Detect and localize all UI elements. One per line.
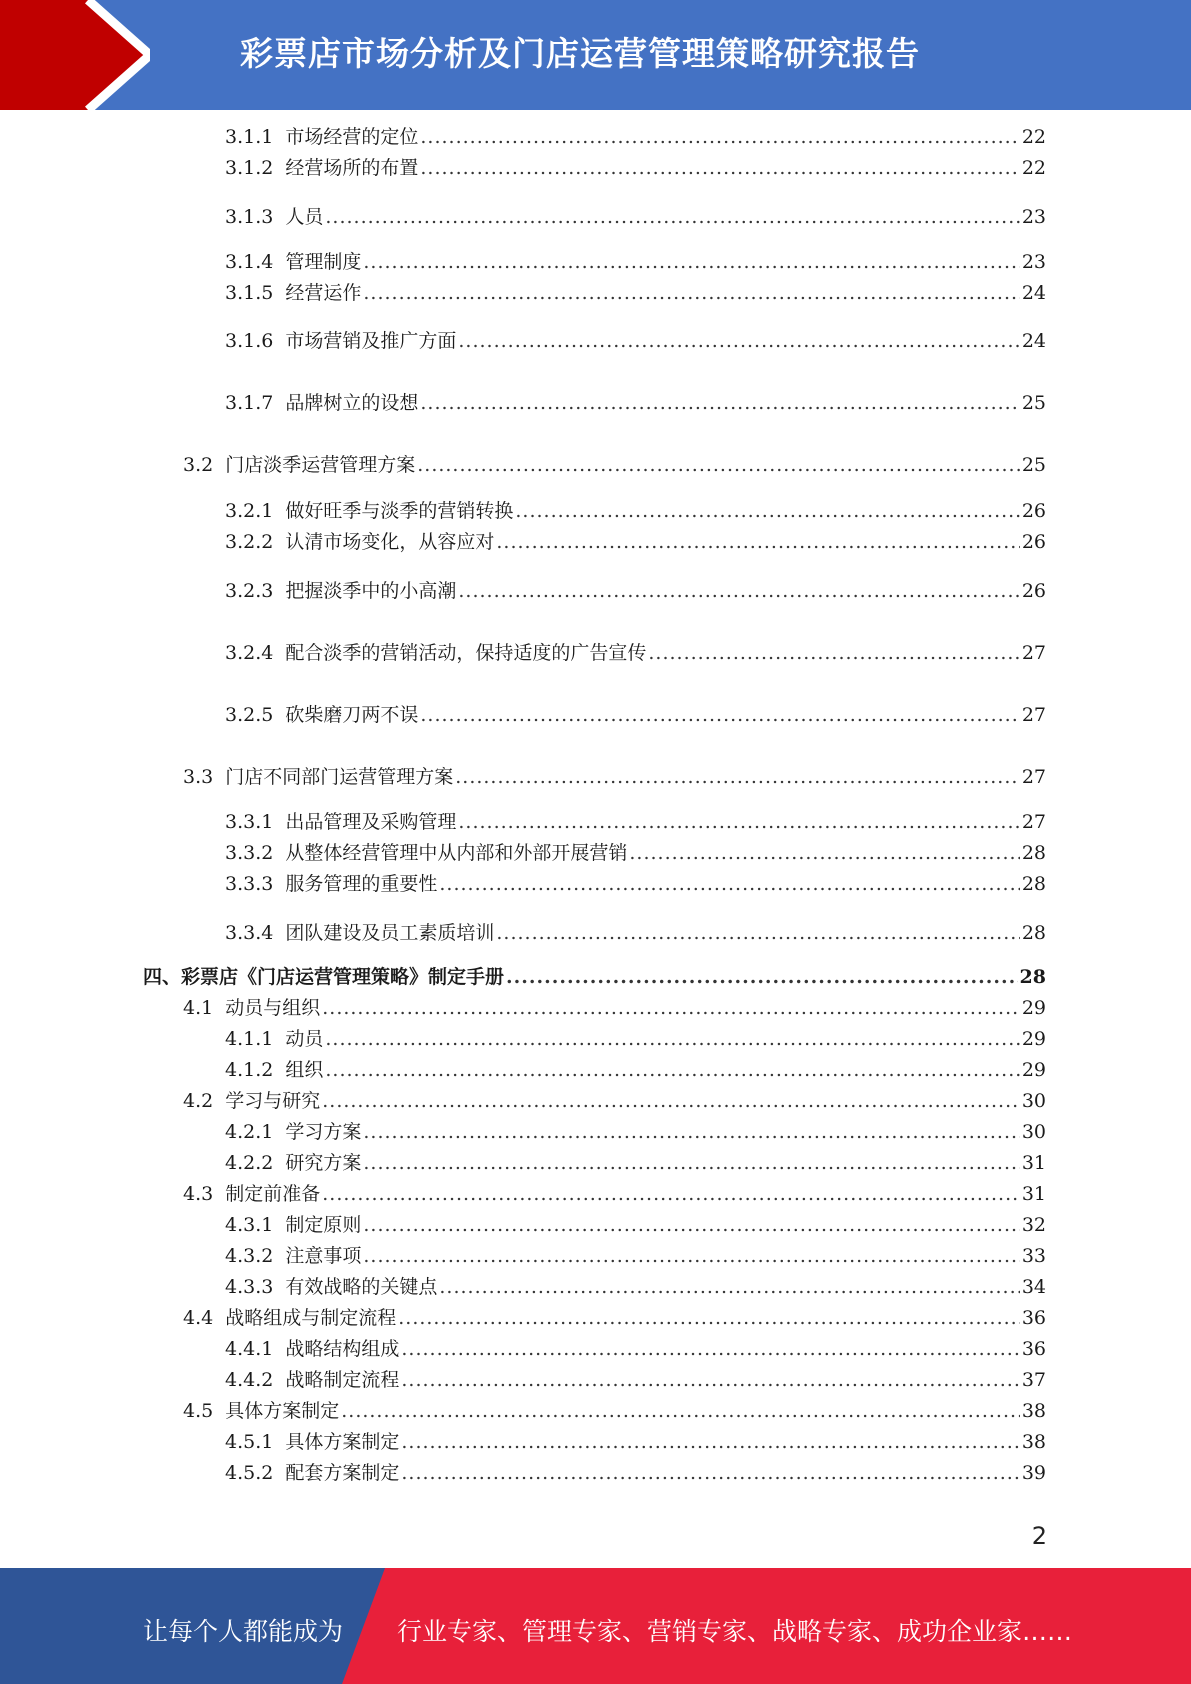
- toc-dot-leader: [322, 996, 1020, 1020]
- toc-dot-leader: [363, 250, 1019, 274]
- toc-entry-page: 22: [1021, 157, 1046, 179]
- toc-entry-title: 注意事项: [285, 1245, 362, 1267]
- toc-entry-number: 4.2: [183, 1090, 214, 1112]
- toc-entry[interactable]: [225, 1461, 1046, 1485]
- toc-entry-page: 29: [1021, 1028, 1046, 1050]
- toc-entry[interactable]: [225, 921, 1046, 945]
- toc-entry-page: 31: [1021, 1152, 1046, 1174]
- page-number: 2: [1031, 1522, 1047, 1550]
- toc-entry-page: 36: [1021, 1307, 1046, 1329]
- toc-entry-page: 39: [1021, 1462, 1046, 1484]
- toc-dot-leader: [341, 1399, 1020, 1423]
- toc-entry-title: 服务管理的重要性: [285, 873, 438, 895]
- toc-dot-leader: [458, 810, 1019, 834]
- toc-entry-title: 管理制度: [285, 251, 362, 273]
- toc-entry-number: 4.5.2: [225, 1462, 274, 1484]
- toc-entry-number: 4.3.2: [225, 1245, 274, 1267]
- toc-dot-leader: [363, 1120, 1019, 1144]
- toc-entry-page: 27: [1021, 811, 1046, 833]
- toc-dot-leader: [401, 1368, 1019, 1392]
- toc-dot-leader: [363, 1244, 1019, 1268]
- toc-dot-leader: [506, 965, 1018, 989]
- toc-entry-number: 4.1: [183, 997, 214, 1019]
- toc-entry[interactable]: [225, 530, 1046, 554]
- toc-entry[interactable]: [183, 1399, 1046, 1423]
- toc-entry-title: 配合淡季的营销活动，保持适度的广告宣传: [285, 642, 647, 664]
- toc-dot-leader: [420, 125, 1019, 149]
- footer-slogan-right: 行业专家、管理专家、营销专家、战略专家、成功企业家……: [397, 1617, 1073, 1646]
- toc-entry-number: 3.2: [183, 454, 214, 476]
- toc-entry-title: 动员: [285, 1028, 324, 1050]
- toc-entry-page: 22: [1021, 126, 1046, 148]
- toc-entry[interactable]: [225, 205, 1046, 229]
- toc-entry-number: 4.2.1: [225, 1121, 274, 1143]
- toc-entry-page: 27: [1021, 704, 1046, 726]
- footer-slogan-left: 让每个人都能成为: [143, 1617, 344, 1646]
- toc-entry-number: 4.3: [183, 1183, 214, 1205]
- toc-entry-page: 26: [1021, 500, 1046, 522]
- toc-entry-page: 34: [1021, 1276, 1046, 1298]
- toc-entry-page: 24: [1021, 282, 1046, 304]
- toc-entry-title: 战略结构组成: [285, 1338, 400, 1360]
- toc-dot-leader: [325, 1027, 1019, 1051]
- toc-entry[interactable]: [225, 703, 1046, 727]
- toc-dot-leader: [322, 1089, 1020, 1113]
- toc-entry[interactable]: [225, 872, 1046, 896]
- toc-entry-number: 3.2.3: [225, 580, 274, 602]
- toc-entry-number: 3.3: [183, 766, 214, 788]
- toc-entry-page: 30: [1021, 1090, 1046, 1112]
- toc-entry[interactable]: [225, 250, 1046, 274]
- toc-dot-leader: [420, 391, 1019, 415]
- toc-entry-number: 3.1.6: [225, 330, 274, 352]
- toc-entry-number: 3.2.4: [225, 642, 274, 664]
- toc-entry-number: 3.1.4: [225, 251, 274, 273]
- toc-entry-page: 32: [1021, 1214, 1046, 1236]
- page-footer: [0, 1568, 1191, 1684]
- toc-entry-page: 23: [1021, 206, 1046, 228]
- toc-entry-number: 4.1.2: [225, 1059, 274, 1081]
- toc-dot-leader: [496, 921, 1019, 945]
- toc-entry-page: 28: [1021, 873, 1046, 895]
- toc-entry[interactable]: [225, 1244, 1046, 1268]
- toc-entry[interactable]: [183, 765, 1046, 789]
- toc-entry-page: 26: [1021, 580, 1046, 602]
- toc-dot-leader: [398, 1306, 1020, 1330]
- toc-dot-leader: [325, 205, 1019, 229]
- toc-entry-page: 38: [1021, 1431, 1046, 1453]
- toc-entry[interactable]: [225, 281, 1046, 305]
- toc-entry-title: 制定原则: [285, 1214, 362, 1236]
- toc-entry-title: 门店淡季运营管理方案: [225, 454, 416, 476]
- toc-entry-number: 4.4: [183, 1307, 214, 1329]
- toc-entry[interactable]: [225, 1213, 1046, 1237]
- toc-entry-title: 研究方案: [285, 1152, 362, 1174]
- toc-entry-title: 具体方案制定: [225, 1400, 340, 1422]
- toc-entry-page: 29: [1021, 997, 1046, 1019]
- toc-entry-title: 市场营销及推广方面: [285, 330, 457, 352]
- toc-entry-title: 战略组成与制定流程: [225, 1307, 397, 1329]
- toc-dot-leader: [439, 1275, 1019, 1299]
- toc-entry-number: 四、: [143, 966, 182, 988]
- toc-entry-title: 砍柴磨刀两不误: [285, 704, 419, 726]
- header-title: 彩票店市场分析及门店运营管理策略研究报告: [240, 34, 920, 73]
- toc-dot-leader: [515, 499, 1019, 523]
- toc-entry[interactable]: [183, 1182, 1046, 1206]
- toc-entry[interactable]: [143, 965, 1046, 989]
- toc-entry[interactable]: [183, 1089, 1046, 1113]
- toc-entry-title: 出品管理及采购管理: [285, 811, 457, 833]
- toc-dot-leader: [401, 1461, 1019, 1485]
- toc-entry-number: 3.2.2: [225, 531, 274, 553]
- toc-dot-leader: [629, 841, 1019, 865]
- toc-entry-number: 4.5: [183, 1400, 214, 1422]
- toc-entry[interactable]: [225, 1120, 1046, 1144]
- toc-dot-leader: [648, 641, 1019, 665]
- toc-entry[interactable]: [225, 125, 1046, 149]
- toc-entry[interactable]: [225, 156, 1046, 180]
- toc-entry-number: 3.3.4: [225, 922, 274, 944]
- toc-entry-number: 3.2.5: [225, 704, 274, 726]
- toc-entry-number: 4.5.1: [225, 1431, 274, 1453]
- toc-entry[interactable]: [183, 453, 1046, 477]
- toc-dot-leader: [363, 1213, 1019, 1237]
- toc-entry-number: 4.3.1: [225, 1214, 274, 1236]
- toc-entry-title: 团队建设及员工素质培训: [285, 922, 495, 944]
- toc-entry-page: 28: [1021, 922, 1046, 944]
- toc-entry-number: 3.1.7: [225, 392, 274, 414]
- toc-entry-number: 4.4.2: [225, 1369, 274, 1391]
- toc-entry-title: 组织: [285, 1059, 324, 1081]
- toc-dot-leader: [458, 329, 1019, 353]
- toc-entry-page: 36: [1021, 1338, 1046, 1360]
- toc-entry[interactable]: [225, 329, 1046, 353]
- toc-entry-number: 3.1.3: [225, 206, 274, 228]
- toc-entry-title: 人员: [285, 206, 324, 228]
- toc-entry-number: 3.1.1: [225, 126, 274, 148]
- toc-dot-leader: [455, 765, 1020, 789]
- toc-entry-number: 3.1.2: [225, 157, 274, 179]
- toc-dot-leader: [417, 453, 1020, 477]
- toc-entry-title: 动员与组织: [225, 997, 321, 1019]
- toc-entry-page: 23: [1021, 251, 1046, 273]
- toc-entry-title: 做好旺季与淡季的营销转换: [285, 500, 514, 522]
- toc-entry-page: 25: [1021, 392, 1046, 414]
- toc-entry-page: 26: [1021, 531, 1046, 553]
- toc-entry[interactable]: [225, 1027, 1046, 1051]
- toc-dot-leader: [322, 1182, 1020, 1206]
- toc-entry[interactable]: [225, 641, 1046, 665]
- toc-entry-title: 彩票店《门店运营管理策略》制定手册: [181, 966, 505, 988]
- toc-entry-title: 经营场所的布置: [285, 157, 419, 179]
- toc-dot-leader: [401, 1337, 1019, 1361]
- toc-entry[interactable]: [225, 841, 1046, 865]
- toc-entry-title: 门店不同部门运营管理方案: [225, 766, 454, 788]
- toc-dot-leader: [420, 156, 1019, 180]
- toc-entry-title: 制定前准备: [225, 1183, 321, 1205]
- toc-entry-number: 4.2.2: [225, 1152, 274, 1174]
- toc-entry-page: 30: [1021, 1121, 1046, 1143]
- toc-entry-page: 28: [1021, 842, 1046, 864]
- toc-entry-page: 27: [1021, 766, 1046, 788]
- toc-entry[interactable]: [225, 579, 1046, 603]
- toc-dot-leader: [363, 281, 1019, 305]
- toc-entry-title: 经营运作: [285, 282, 362, 304]
- toc-entry[interactable]: [183, 996, 1046, 1020]
- toc-entry-number: 3.3.1: [225, 811, 274, 833]
- toc-entry-page: 29: [1021, 1059, 1046, 1081]
- toc-entry-title: 市场经营的定位: [285, 126, 419, 148]
- toc-entry-page: 31: [1021, 1183, 1046, 1205]
- toc-entry-page: 33: [1021, 1245, 1046, 1267]
- toc-entry[interactable]: [183, 1306, 1046, 1330]
- toc-entry-page: 27: [1021, 642, 1046, 664]
- toc-entry-title: 把握淡季中的小高潮: [285, 580, 457, 602]
- toc-dot-leader: [325, 1058, 1019, 1082]
- toc-entry-title: 认清市场变化，从容应对: [285, 531, 495, 553]
- toc-dot-leader: [458, 579, 1019, 603]
- toc-entry-page: 38: [1021, 1400, 1046, 1422]
- toc-entry-page: 37: [1021, 1369, 1046, 1391]
- toc-entry[interactable]: [225, 1337, 1046, 1361]
- toc-entry-page: 24: [1021, 330, 1046, 352]
- toc-entry-title: 有效战略的关键点: [285, 1276, 438, 1298]
- toc-entry-title: 学习方案: [285, 1121, 362, 1143]
- toc-entry[interactable]: [225, 1275, 1046, 1299]
- toc-entry-number: 3.3.2: [225, 842, 274, 864]
- toc-entry[interactable]: [225, 499, 1046, 523]
- toc-entry-number: 3.1.5: [225, 282, 274, 304]
- toc-entry[interactable]: [225, 1430, 1046, 1454]
- toc-dot-leader: [420, 703, 1019, 727]
- toc-entry[interactable]: [225, 810, 1046, 834]
- toc-dot-leader: [401, 1430, 1019, 1454]
- toc-entry-title: 具体方案制定: [285, 1431, 400, 1453]
- toc-entry[interactable]: [225, 1151, 1046, 1175]
- toc-entry-title: 配套方案制定: [285, 1462, 400, 1484]
- toc-entry-title: 战略制定流程: [285, 1369, 400, 1391]
- toc-entry[interactable]: [225, 391, 1046, 415]
- toc-entry-title: 品牌树立的设想: [285, 392, 419, 414]
- toc-entry-number: 4.4.1: [225, 1338, 274, 1360]
- toc-entry[interactable]: [225, 1368, 1046, 1392]
- toc-entry-number: 4.3.3: [225, 1276, 274, 1298]
- toc-entry-number: 3.3.3: [225, 873, 274, 895]
- toc-entry-page: 25: [1021, 454, 1046, 476]
- toc-entry-number: 3.2.1: [225, 500, 274, 522]
- toc-dot-leader: [496, 530, 1019, 554]
- toc-dot-leader: [439, 872, 1019, 896]
- toc-dot-leader: [363, 1151, 1019, 1175]
- toc-entry-title: 学习与研究: [225, 1090, 321, 1112]
- toc-entry-page: 28: [1019, 966, 1046, 988]
- toc-entry[interactable]: [225, 1058, 1046, 1082]
- toc-entry-title: 从整体经营管理中从内部和外部开展营销: [285, 842, 628, 864]
- toc-entry-number: 4.1.1: [225, 1028, 274, 1050]
